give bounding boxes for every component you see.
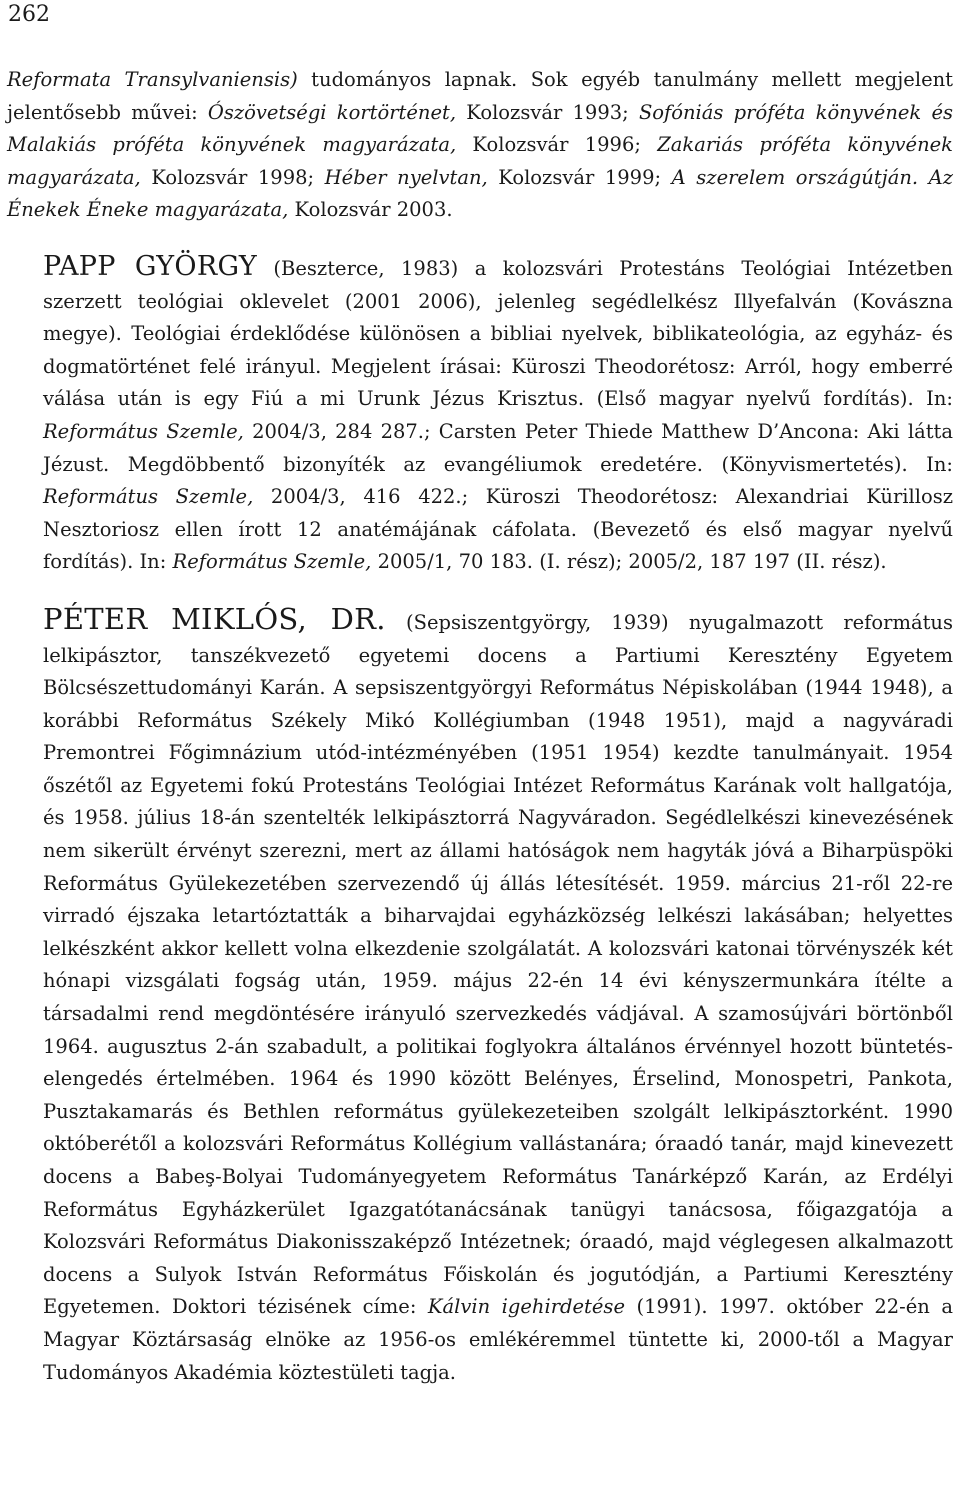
paragraph-works-list: [7, 64, 953, 227]
page-body: [7, 64, 953, 1389]
italic-title: Ószövetségi kortörténet,: [207, 100, 457, 124]
italic-text: Reformata Transylvaniensis): [7, 68, 298, 91]
author-name: PAPP GYÖRGY: [43, 250, 257, 282]
paragraph-papp-gyorgy: [7, 251, 953, 579]
body-text: (Beszterce, 1983) a kolozsvári Protestáns Teológiai Intézetben szerzett teológiai oklevelet (2001 2006), jelenleg segédlelkész Illyefalván (Kovászna megye). Teológiai érdeklődése különösen a bibliai nyelvek, biblikateológia, az egyház- és dogmatörténet felé irányul. Megjelent írásai: Küroszi Theodorétosz: Arról, hogy emberré válása után is egy Fiú a mi Urunk Jézus Krisztus. (Első magyar nyelvű fordítás). In:: [43, 256, 953, 411]
italic-title: Kálvin igehirdetése: [427, 1295, 625, 1319]
body-text: 2005/1, 70 183. (I. rész); 2005/2, 187 197 (II. rész).: [371, 550, 887, 574]
italic-title: A szerelem országútján. Az Énekek Éneke magyarázata,: [7, 165, 954, 222]
italic-title: Református Szemle,: [43, 485, 254, 509]
italic-title: Református Szemle,: [43, 419, 244, 443]
body-text: Kolozsvár 1993;: [456, 100, 639, 124]
body-text: 2004/3, 416 422.; Küroszi Theodorétosz: Alexandriai Kürillosz Nesztoriosz ellen írott 12 anatémájának cáfolata. (Bevezető és első magyar nyelvű fordítás). In:: [43, 485, 954, 574]
body-text: Kolozsvár 1999;: [487, 165, 672, 189]
body-text: (Sepsiszentgyörgy, 1939) nyugalmazott református lelkipásztor, tanszékvezető egyetemi docens a Partiumi Keresztény Egyetem Bölcsészettudományi Karán. A sepsiszentgyörgyi Református Népiskolában (1944 1948), a korábbi Református Székely Mikó Kollégiumban (1948 1951), majd a nagyváradi Premontrei Főgimnázium utód-intézményében (1951 1954) kezdte tanulmányait. 1954 őszétől az Egyetemi fokú Protestáns Teológiai Intézet Református Karának volt hallgatója, és 1958. július 18-án szentelték lelkipásztorrá Nagyváradon. Segédlelkészi kinevezésének nem sikerült érvényt szerezni, mert az állami hatóságok nem hagyták jóvá a Biharpüspöki Református Gyülekezetében szervezendő új állás létesítését. 1959. március 21-ről 22-re virradó éjszaka letartóztatták a biharvajdai egyházközség lelkészi lakásában; helyettes lelkészként akkor kellett volna elkezdenie szolgálatát. A kolozsvári katonai törvényszék két hónapi vizsgálati fogság után, 1959. május 22-én 14 évi kényszermunkára ítélte a társadalmi rend megdöntésére irányuló szervezkedés vádjával. A szamosújvári börtönből 1964. augusztus 2-án szabadult, a politikai foglyokra általános érvénnyel hozott büntetés-elengedés értelmében. 1964 és 1990 között Belényes, Érselind, Monospetri, Pankota, Pusztakamarás és Bethlen református gyülekezeteiben szolgált lelkipásztorként. 1990 októberétől a kolozsvári Református Kollégium vallástanára; óraadó tanár, majd kinevezett docens a Babeş-Bolyai Tudományegyetem Református Tanárképző Karán, az Erdélyi Református Egyházkerület Igazgatótanácsának tanügyi tanácsosa, főigazgatója a Kolozsvári Református Diakonisszaképző Intézetnek; óraadó, majd véglegesen alkalmazott docens a Sulyok István Református Főiskolán és jogutódján, a Partiumi Keresztény Egyetemen. Doktori tézisének címe:: [43, 610, 953, 1319]
body-text: Kolozsvár 1998;: [140, 165, 325, 189]
italic-title: Sofóniás próféta könyvének és Malakiás próféta könyvének magyarázata,: [7, 100, 954, 157]
italic-title: Zakariás próféta könyvének magyarázata,: [7, 133, 953, 189]
body-text: (1991). 1997. október 22-én a Magyar Köztársaság elnöke az 1956-os emlékéremmel tüntette ki, 2000-től a Magyar Tudományos Akadémia köztestületi tagja.: [43, 1295, 953, 1384]
italic-title: Héber nyelvtan,: [324, 165, 488, 189]
body-text: Kolozsvár 1996;: [456, 133, 658, 157]
body-text: tudományos lapnak. Sok egyéb tanulmány mellett megjelent jelentősebb művei:: [7, 68, 953, 124]
paragraph-peter-miklos: [7, 603, 953, 1389]
author-name: PÉTER MIKLÓS, DR.: [43, 601, 386, 636]
italic-title: Református Szemle,: [172, 550, 372, 574]
body-text: Kolozsvár 2003.: [288, 198, 453, 222]
body-text: 2004/3, 284 287.; Carsten Peter Thiede Matthew D’Ancona: Aki látta Jézust. Megdöbbentő bizonyíték az evangéliumok eredetére. (Könyvismertetés). In:: [43, 419, 954, 476]
page-number: 262: [8, 2, 50, 27]
